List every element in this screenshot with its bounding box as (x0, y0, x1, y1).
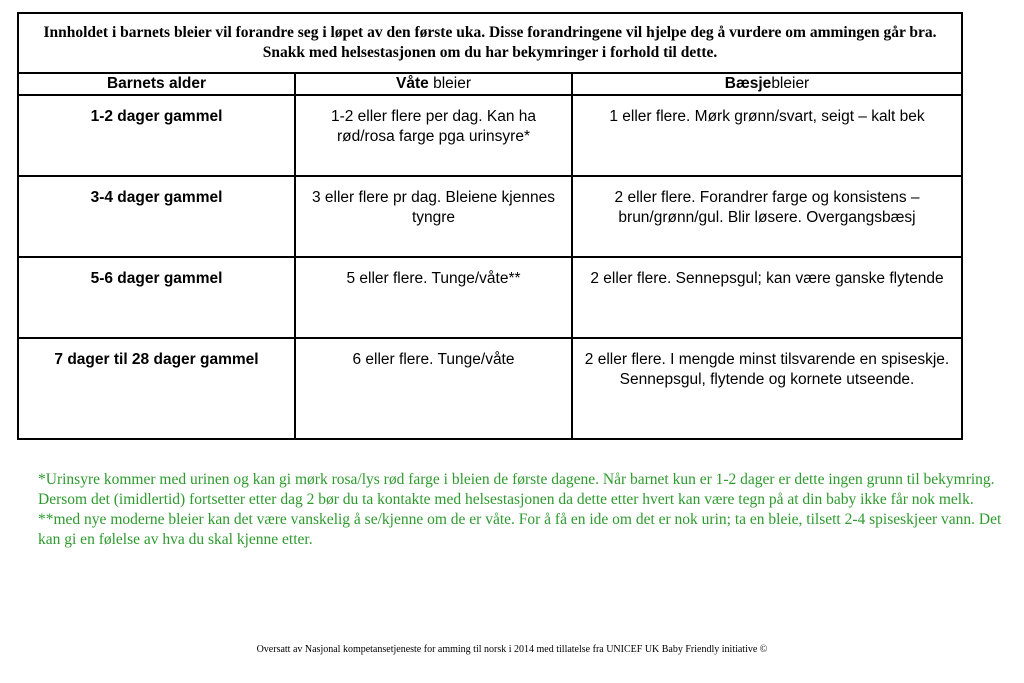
poo-cell: 2 eller flere. Sennepsgul; kan være ganske flytende (572, 257, 962, 338)
header-poo (572, 73, 962, 95)
age-cell: 3-4 dager gammel (18, 176, 295, 257)
header-wet (295, 73, 572, 95)
table-row (18, 338, 962, 439)
footnotes (38, 470, 1018, 550)
intro-text: Innholdet i barnets bleier vil forandre seg i løpet av den første uka. Disse forandringene vil hjelpe deg å vurdere om ammingen går bra. Snakk med helsestasjonen om du har bekymringer i forhold til dette. (18, 13, 962, 73)
header-wet-bold: Våte (396, 75, 429, 92)
header-poo-rest: bleier (771, 75, 810, 92)
header-wet-rest: bleier (428, 75, 471, 92)
header-poo-bold: Bæsje (724, 75, 772, 92)
header-age-label: Barnets alder (106, 75, 207, 92)
wet-cell: 3 eller flere pr dag. Bleiene kjennes tyngre (295, 176, 572, 257)
poo-cell: 1 eller flere. Mørk grønn/svart, seigt – kalt bek (572, 95, 962, 176)
table-row (18, 95, 962, 176)
wet-cell: 1-2 eller flere per dag. Kan ha rød/rosa farge pga urinsyre* (295, 95, 572, 176)
age-cell: 7 dager til 28 dager gammel (18, 338, 295, 439)
age-cell: 5-6 dager gammel (18, 257, 295, 338)
table-row (18, 176, 962, 257)
poo-cell: 2 eller flere. I mengde minst tilsvarende en spiseskje. Sennepsgul, flytende og kornete utseende. (572, 338, 962, 439)
table-row (18, 257, 962, 338)
age-cell: 1-2 dager gammel (18, 95, 295, 176)
diaper-table (17, 12, 963, 440)
wet-cell: 5 eller flere. Tunge/våte** (295, 257, 572, 338)
poo-cell: 2 eller flere. Forandrer farge og konsistens – brun/grønn/gul. Blir løsere. Overgangsbæsj (572, 176, 962, 257)
header-age (18, 73, 295, 95)
footnote-urine: *Urinsyre kommer med urinen og kan gi mørk rosa/lys rød farge i bleien de første dagene. Når barnet kun er 1-2 dager er dette ingen grunn til bekymring. Dersom det (imidlertid) fortsetter etter dag 2 bør du ta kontakte med helsestasjonen da dette etter hvert kan være tegn på at din baby ikke får nok melk. (38, 471, 995, 508)
translation-credit: Oversatt av Nasjonal kompetansetjeneste for amming til norsk i 2014 med tillatelse fra UNICEF UK Baby Friendly initiative © (256, 644, 768, 655)
footnote-wet-diapers: **med nye moderne bleier kan det være vanskelig å se/kjenne om de er våte. For å få en ide om det er nok urin; ta en bleie, tilsett 2-4 spiseskjeer vann. Det kan gi en følelse av hva du skal kjenne etter. (38, 511, 1002, 548)
wet-cell: 6 eller flere. Tunge/våte (295, 338, 572, 439)
